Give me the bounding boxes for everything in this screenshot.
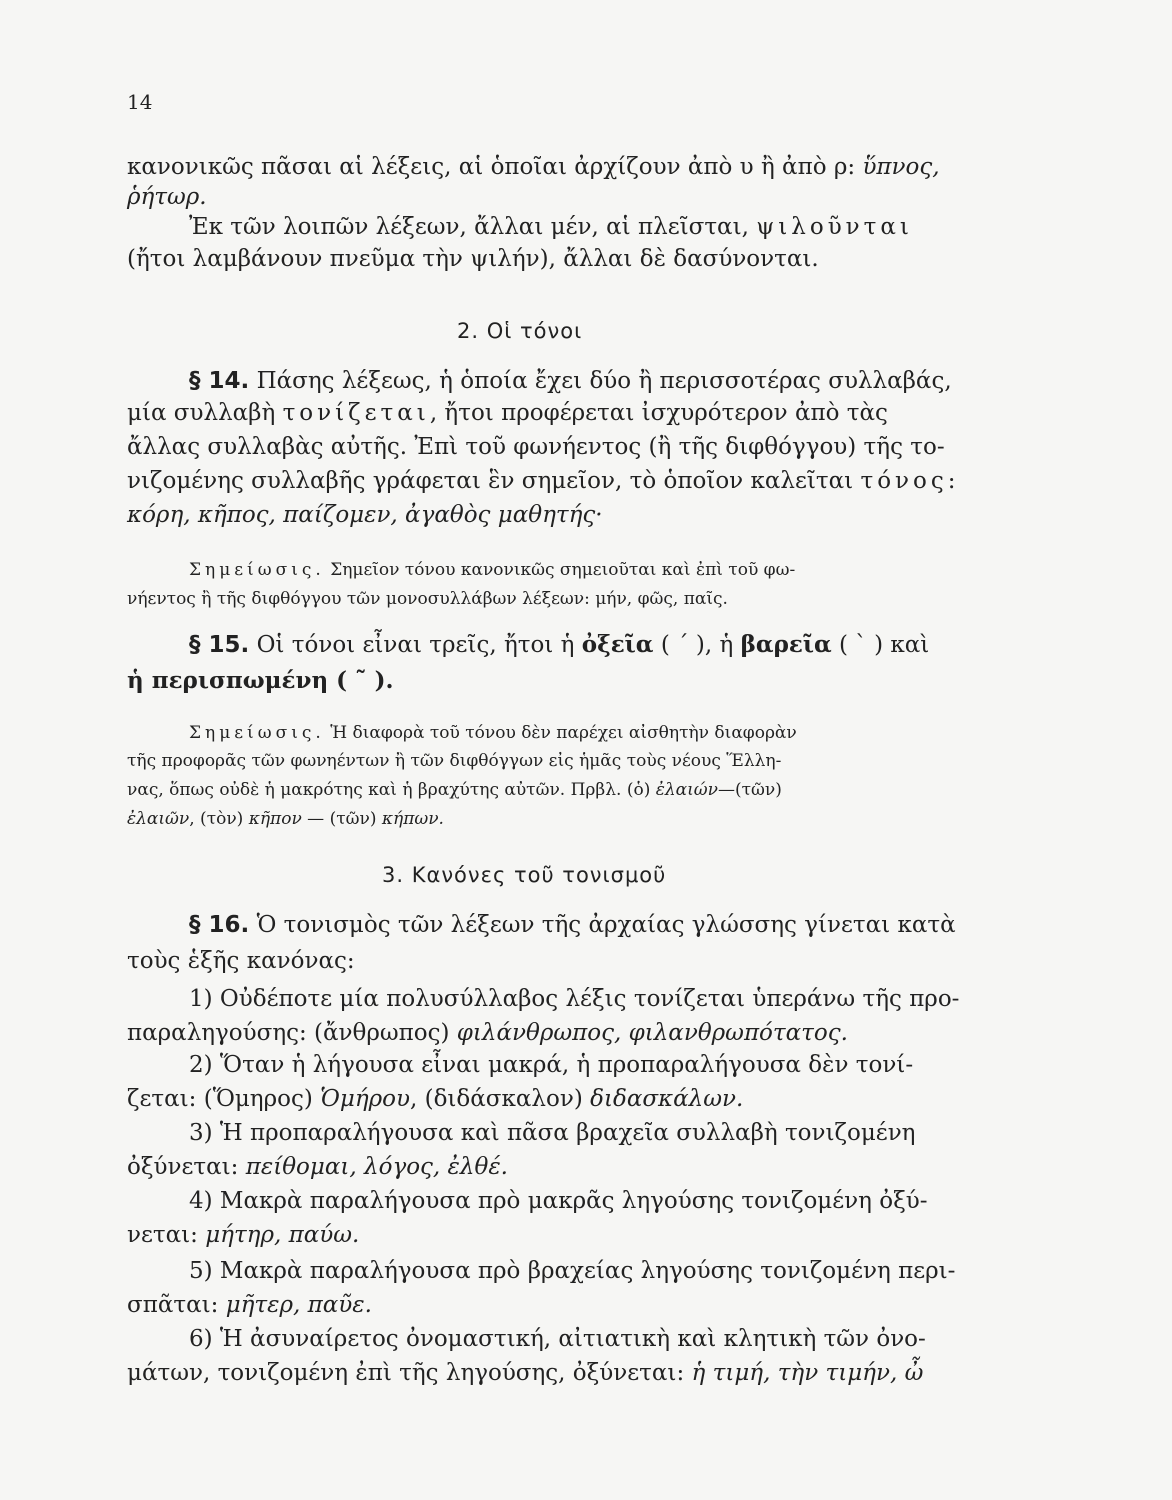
- text: ζεται: (Ὅμηρος): [127, 1086, 321, 1112]
- example: διδασκάλων.: [590, 1086, 744, 1112]
- text: —(τῶν): [717, 780, 782, 800]
- spaced-term: τονίζεται: [282, 400, 430, 426]
- par16-line-1: [189, 910, 956, 940]
- text: σπᾶται:: [127, 1292, 226, 1318]
- par16-line-2: τοὺς ἑξῆς κανόνας:: [127, 948, 355, 974]
- example: κήπων.: [381, 809, 444, 829]
- example: ὕπνος,: [862, 154, 940, 180]
- text: Ὁ τονισμὸς τῶν λέξεων τῆς ἀρχαίας γλώσσης γίνεται κατὰ: [249, 912, 956, 938]
- rule-2-line-1: 2) Ὅταν ἡ λήγουσα εἶναι μακρά, ἡ προπαραλήγουσα δὲν τονί-: [189, 1052, 914, 1078]
- example: ἡ τιμή, τὴν τιμήν, ὦ: [691, 1360, 924, 1386]
- rule-6-line-2: [127, 1358, 923, 1388]
- example: ἐλαιῶν: [127, 809, 190, 829]
- par14-line-2: [127, 398, 888, 428]
- rule-3-line-2: [127, 1152, 508, 1182]
- text: ( ´ ), ἡ: [653, 632, 741, 658]
- example: φιλάνθρωπος, φιλανθρωπότατος.: [456, 1020, 848, 1046]
- text: , ἤτοι προφέρεται ἰσχυρότερον ἀπὸ τὰς: [429, 400, 888, 426]
- rule-4-line-1: 4) Μακρὰ παραλήγουσα πρὸ μακρᾶς ληγούσης τονιζομένη ὀξύ-: [189, 1188, 928, 1214]
- text: Πάσης λέξεως, ἡ ὁποία ἔχει δύο ἢ περισσοτέρας συλλαβάς,: [249, 368, 952, 394]
- text: Ἡ διαφορὰ τοῦ τόνου δὲν παρέχει αἰσθητὴν διαφορὰν: [324, 723, 797, 743]
- note-label: Σημείωσις.: [189, 723, 325, 743]
- rule-5-line-2: [127, 1290, 372, 1320]
- text: — (τῶν): [301, 809, 382, 829]
- rule-3-line-1: 3) Ἡ προπαραλήγουσα καὶ πᾶσα βραχεῖα συλλαβὴ τονιζομένη: [189, 1120, 916, 1146]
- rule-1-line-1: 1) Οὐδέποτε μία πολυσύλλαβος λέξις τονίζεται ὑπεράνω τῆς προ-: [189, 986, 960, 1012]
- term-vareia: βαρεῖα: [740, 631, 832, 658]
- text: μία συλλαβὴ: [127, 400, 283, 426]
- note15-line-3: [127, 775, 782, 805]
- par15-line-1: [189, 630, 929, 660]
- spaced-term: ψιλοῦνται: [756, 214, 913, 240]
- intro-line-4: (ἤτοι λαμβάνουν πνεῦμα τὴν ψιλήν), ἄλλαι δὲ δασύνονται.: [127, 246, 819, 272]
- text: μάτων, τονιζομένη ἐπὶ τῆς ληγούσης, ὀξύνεται:: [127, 1360, 692, 1386]
- example: πείθομαι, λόγος, ἐλθέ.: [245, 1154, 508, 1180]
- page-number: 14: [127, 90, 153, 114]
- text: Σημεῖον τόνου κανονικῶς σημειοῦται καὶ ἐπὶ τοῦ φω-: [324, 560, 796, 580]
- text: ( ` ) καὶ: [831, 632, 930, 658]
- section-heading-rules: 3. Κανόνες τοῦ τονισμοῦ: [382, 863, 667, 887]
- section-number: § 16.: [189, 912, 250, 938]
- section-heading-tonoi: 2. Οἱ τόνοι: [457, 319, 583, 343]
- note14-line-1: [189, 555, 795, 585]
- example: ῥήτωρ.: [127, 184, 207, 210]
- text: κανονικῶς πᾶσαι αἱ λέξεις, αἱ ὁποῖαι ἀρχίζουν ἀπὸ υ ἢ ἀπὸ ρ:: [127, 154, 863, 180]
- section-number: § 14.: [189, 368, 250, 394]
- text: , (τὸν): [189, 809, 249, 829]
- intro-line-3: [189, 212, 913, 242]
- rule-4-line-2: [127, 1220, 359, 1250]
- text: Οἱ τόνοι εἶναι τρεῖς, ἤτοι ἡ: [249, 632, 582, 658]
- text: νας, ὅπως οὐδὲ ἡ μακρότης καὶ ἡ βραχύτης αὐτῶν. Πρβλ. (ὁ): [127, 780, 656, 800]
- example: κόρη, κῆπος, παίζομεν, ἀγαθὸς μαθητής·: [127, 502, 603, 528]
- note14-line-2: νήεντος ἢ τῆς διφθόγγου τῶν μονοσυλλάβων λέξεων: μήν, φῶς, παῖς.: [127, 589, 728, 609]
- term-oxeia: ὀξεῖα: [581, 631, 654, 658]
- text: Ἐκ τῶν λοιπῶν λέξεων, ἄλλαι μέν, αἱ πλεῖσται,: [189, 214, 757, 240]
- note15-line-2: τῆς προφορᾶς τῶν φωνηέντων ἢ τῶν διφθόγγων εἰς ἡμᾶς τοὺς νέους Ἕλλη-: [127, 751, 782, 771]
- par14-line-1: [189, 366, 952, 396]
- intro-line-2: [127, 182, 207, 212]
- rule-5-line-1: 5) Μακρὰ παραλήγουσα πρὸ βραχείας ληγούσης τονιζομένη περι-: [189, 1258, 956, 1284]
- note15-line-1: [189, 718, 797, 748]
- note15-line-4: [127, 804, 444, 834]
- note-label: Σημείωσις.: [189, 560, 325, 580]
- par14-line-3: ἄλλας συλλαβὰς αὐτῆς. Ἐπὶ τοῦ φωνήεντος (ἢ τῆς διφθόγγου) τῆς το-: [127, 434, 945, 460]
- text: νιζομένης συλλαβῆς γράφεται ἓν σημεῖον, τὸ ὁποῖον καλεῖται: [127, 468, 861, 494]
- example: Ὁμήρου: [320, 1086, 410, 1112]
- text: , (διδάσκαλον): [409, 1086, 591, 1112]
- par14-line-4: [127, 466, 960, 496]
- rule-6-line-1: 6) Ἡ ἀσυναίρετος ὀνομαστική, αἰτιατικὴ καὶ κλητικὴ τῶν ὀνο-: [189, 1326, 926, 1352]
- spaced-term: τόνος:: [860, 468, 960, 494]
- example: ἐλαιών: [655, 780, 718, 800]
- rule-1-line-2: [127, 1018, 848, 1048]
- par15-line-2: ἡ περισπωμένη ( ˜ ).: [127, 667, 394, 694]
- example: μήτηρ, παύω.: [205, 1222, 360, 1248]
- rule-2-line-2: [127, 1084, 743, 1114]
- example: κῆπον: [248, 809, 302, 829]
- text: νεται:: [127, 1222, 206, 1248]
- example: μῆτερ, παῦε.: [225, 1292, 372, 1318]
- par14-line-5: [127, 500, 603, 530]
- section-number: § 15.: [189, 632, 250, 658]
- text: ὀξύνεται:: [127, 1154, 246, 1180]
- intro-line-1: [127, 152, 940, 182]
- text: παραληγούσης: (ἄνθρωπος): [127, 1020, 457, 1046]
